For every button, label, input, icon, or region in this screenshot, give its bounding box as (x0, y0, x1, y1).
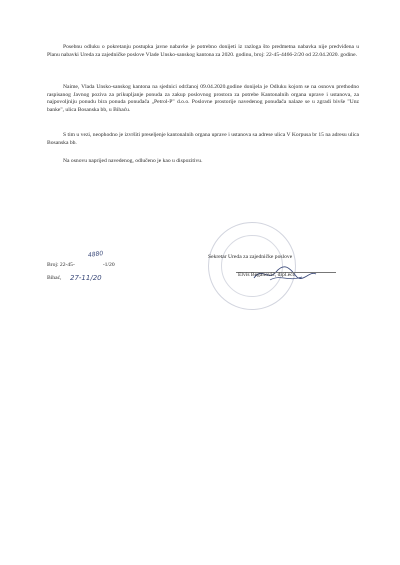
signature-name: Elvis Beganović, dipl.ecc (238, 272, 296, 278)
paragraph-1-text: Posebnu odluku o pokretanju postupka javne nabavke je potrebno donijeti iz razloga što predmetna nabavka nije predviđena u Planu nabavki Ureda za zajedničke poslove Vlade Unsko-sanskog kantona za 2020. godinu, broj: 22-45-4466-2/20 od 22.04.2020. godine. (47, 44, 359, 58)
paragraph-4 (47, 158, 359, 166)
signature-title: Sekretar Ureda za zajedničke poslove (208, 254, 293, 260)
paragraph-2 (47, 84, 359, 114)
paragraph-3-text: S tim u vezi, neophodno je izvršiti preseljenje kantonalnih organa uprave i ustanova sa adrese ulica V Korpusa br 15 na adresu ulica Bosanska bb. (47, 132, 359, 146)
paragraph-4-text: Na osnovu naprijed navedenog, odlučeno je kao u dispozitivu. (63, 158, 203, 164)
paragraph-1 (47, 44, 359, 59)
paragraph-3 (47, 132, 359, 147)
handwritten-number: 4880 (87, 249, 104, 260)
bihac-label: Bihać, (47, 275, 62, 281)
place-date (47, 275, 61, 283)
broj-label: Broj: 22-45- (47, 262, 75, 268)
paragraph-2-text: Naime, Vlada Unsko-sanskog kantona na sjednici održanoj 09.04.2020.godine donijela je Odluku kojom se na osnovu prethodno raspisanog Javnog poziva za prikupljanje ponuda za zakup poslovnog prostora za potrebe Kantonalnih organa uprave i ustanova, za najpovoljniju ponudu bira ponuda ponuđača „Petrol-P" d.o.o. Poslovne prostorije navedenog ponuđača nalaze se u zgradi bivše "Unz banke", ulica Bosanska bb, u Bihaću. (47, 84, 359, 113)
broj-suffix: -1/20 (102, 262, 115, 268)
signature-block (208, 254, 358, 278)
handwritten-date: 27-11/20 (70, 274, 102, 282)
reference-number (47, 262, 115, 270)
